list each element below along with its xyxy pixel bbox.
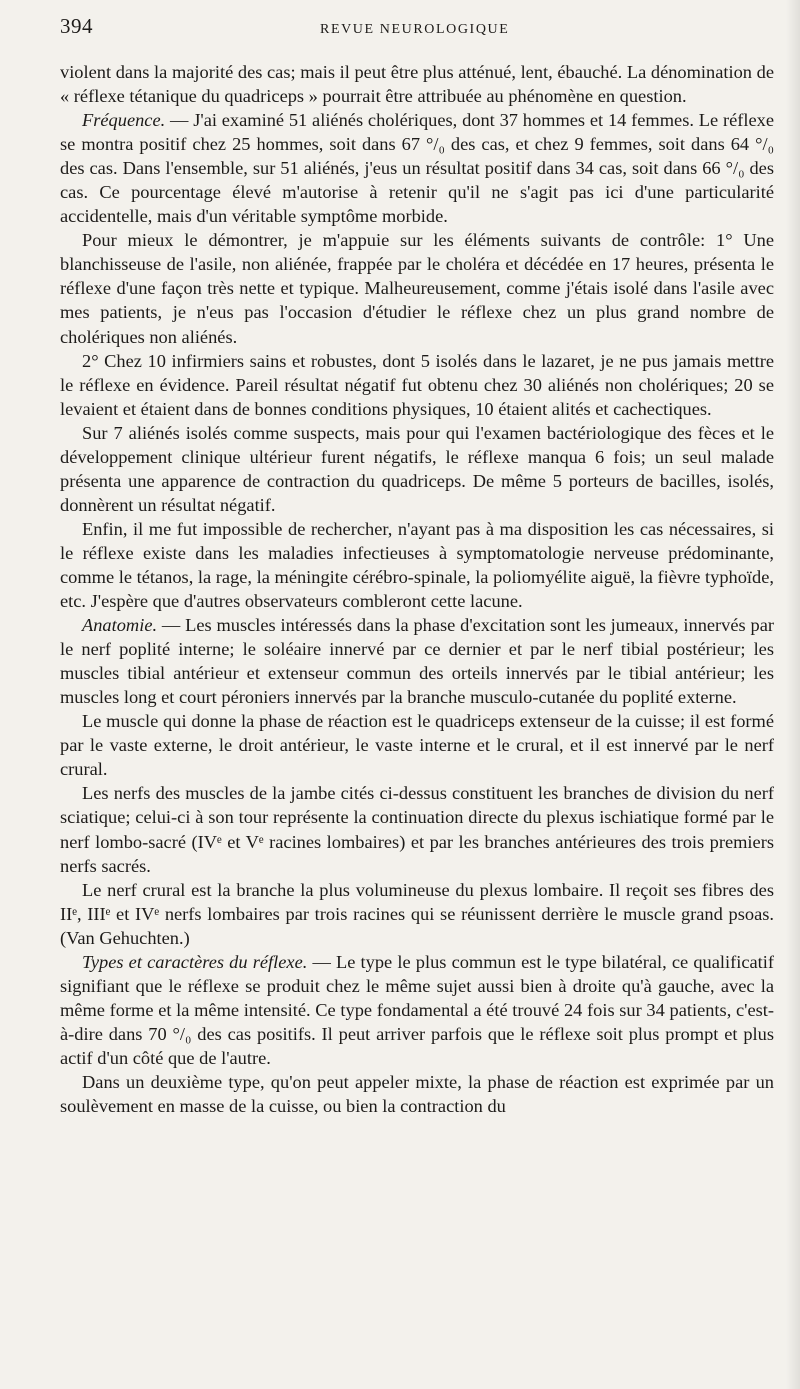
- paragraph-text: violent dans la majorité des cas; mais il peut être plus atténué, lent, ébauché. La dénomination de « réflexe tétanique du quadriceps » pourrait être attribuée au phénomène en question.: [60, 62, 774, 107]
- page-number: 394: [60, 14, 93, 38]
- running-head: [60, 14, 774, 50]
- paragraph: [60, 517, 774, 613]
- paragraph-text: Le nerf crural est la branche la plus volumineuse du plexus lombaire. Il reçoit ses fibres des IIᵉ, IIIᵉ et IVᵉ nerfs lombaires par trois racines qui se réunissent derrière le muscle grand psoas. (Van Gehuchten.): [60, 879, 774, 948]
- paragraph: [60, 421, 774, 517]
- paragraph-text: — J'ai examiné 51 aliénés cholériques, dont 37 hommes et 14 femmes. Le réflexe se montra positif chez 25 hommes, soit dans 67 °/₀ des cas, et chez 9 femmes, soit dans 64 °/₀ des cas. Dans l'ensemble, sur 51 aliénés, j'eus un résultat positif dans 34 cas, soit dans 66 °/₀ des cas. Ce pourcentage élevé m'autorise à retenir qu'il ne s'agit pas ici d'une particularité accidentelle, mais d'un véritable symptôme morbide.: [60, 110, 774, 227]
- paragraph: [60, 1070, 774, 1118]
- paragraph: [60, 878, 774, 950]
- paragraph-anatomie: [60, 613, 774, 709]
- paragraph: [60, 709, 774, 781]
- section-lead-types: Types et caractères du réflexe.: [82, 951, 308, 972]
- section-lead-frequence: Fréquence.: [82, 110, 166, 131]
- paragraph-text: Sur 7 aliénés isolés comme suspects, mais pour qui l'examen bactériologique des fèces et le développement clinique ultérieur furent négatifs, le réflexe manqua 6 fois; un seul malade présenta une apparence de contraction du quadriceps. De même 5 porteurs de bacilles, isolés, donnèrent un résultat négatif.: [60, 422, 774, 515]
- paragraph: [60, 781, 774, 877]
- paragraph-text: — Les muscles intéressés dans la phase d'excitation sont les jumeaux, innervés par le nerf poplité interne; le soléaire innervé par ce dernier et par le nerf tibial postérieur; les muscles tibial antérieur et extenseur commun des orteils innervés par le tibial antérieur; les muscles long et court péroniers innervés par la branche musculo-cutanée du poplité externe.: [60, 615, 774, 708]
- paragraph: [60, 60, 774, 108]
- paragraph: [60, 349, 774, 421]
- paragraph-text: Dans un deuxième type, qu'on peut appeler mixte, la phase de réaction est exprimée par un soulèvement en masse de la cuisse, ou bien la contraction du: [60, 1071, 774, 1117]
- paragraph-text: Enfin, il me fut impossible de rechercher, n'ayant pas à ma disposition les cas nécessaires, si le réflexe existe dans les maladies infectieuses à symptomatologie nerveuse prédominante, comme le tétanos, la rage, la méningite cérébro-spinale, la poliomyélite aiguë, la fièvre typhoïde, etc. J'espère que d'autres observateurs combleront cette lacune.: [60, 518, 774, 612]
- section-lead-anatomie: Anatomie.: [82, 615, 158, 636]
- article-body: [60, 60, 774, 1118]
- paragraph-text: Les nerfs des muscles de la jambe cités ci-dessus constituent les branches de division du nerf sciatique; celui-ci à son tour représente la continuation directe du plexus ischiatique formé par le nerf lombo-sacré (IVᵉ et Vᵉ racines lombaires) et par les branches antérieures des trois premiers nerfs sacrés.: [60, 783, 774, 876]
- paragraph-text: — Le type le plus commun est le type bilatéral, ce qualificatif signifiant que le réflexe se produit chez le même sujet aussi bien à droite qu'à gauche, avec la même forme et la même intensité. Ce type fondamental a été trouvé 24 fois sur 34 patients, c'est-à-dire dans 70 °/₀ des cas positifs. Il peut arriver parfois que le réflexe soit plus prompt et plus actif d'un côté que de l'autre.: [60, 951, 774, 1068]
- paragraph-text: 2° Chez 10 infirmiers sains et robustes, dont 5 isolés dans le lazaret, je ne pus jamais mettre le réflexe en évidence. Pareil résultat négatif fut obtenu chez 30 aliénés non cholériques; 20 se levaient et étaient dans de bonnes conditions physiques, 10 étaient alités et cachectiques.: [60, 350, 774, 419]
- paragraph-frequence: [60, 108, 774, 228]
- journal-title: REVUE NEUROLOGIQUE: [320, 22, 510, 37]
- page-edge-shadow: [786, 0, 800, 1389]
- paragraph-types: [60, 950, 774, 1070]
- paragraph-text: Pour mieux le démontrer, je m'appuie sur les éléments suivants de contrôle: 1° Une blanchisseuse de l'asile, non aliénée, frappée par le choléra et décédée en 17 heures, présenta le réflexe d'une façon très nette et typique. Malheureusement, comme j'étais isolé dans l'asile avec mes patients, je n'eus pas l'occasion d'étudier le réflexe chez un plus grand nombre de cholériques non aliénés.: [60, 230, 774, 347]
- paragraph: [60, 228, 774, 348]
- paragraph-text: Le muscle qui donne la phase de réaction est le quadriceps extenseur de la cuisse; il est formé par le vaste externe, le droit antérieur, le vaste interne et le crural, et il est innervé par le nerf crural.: [60, 711, 774, 780]
